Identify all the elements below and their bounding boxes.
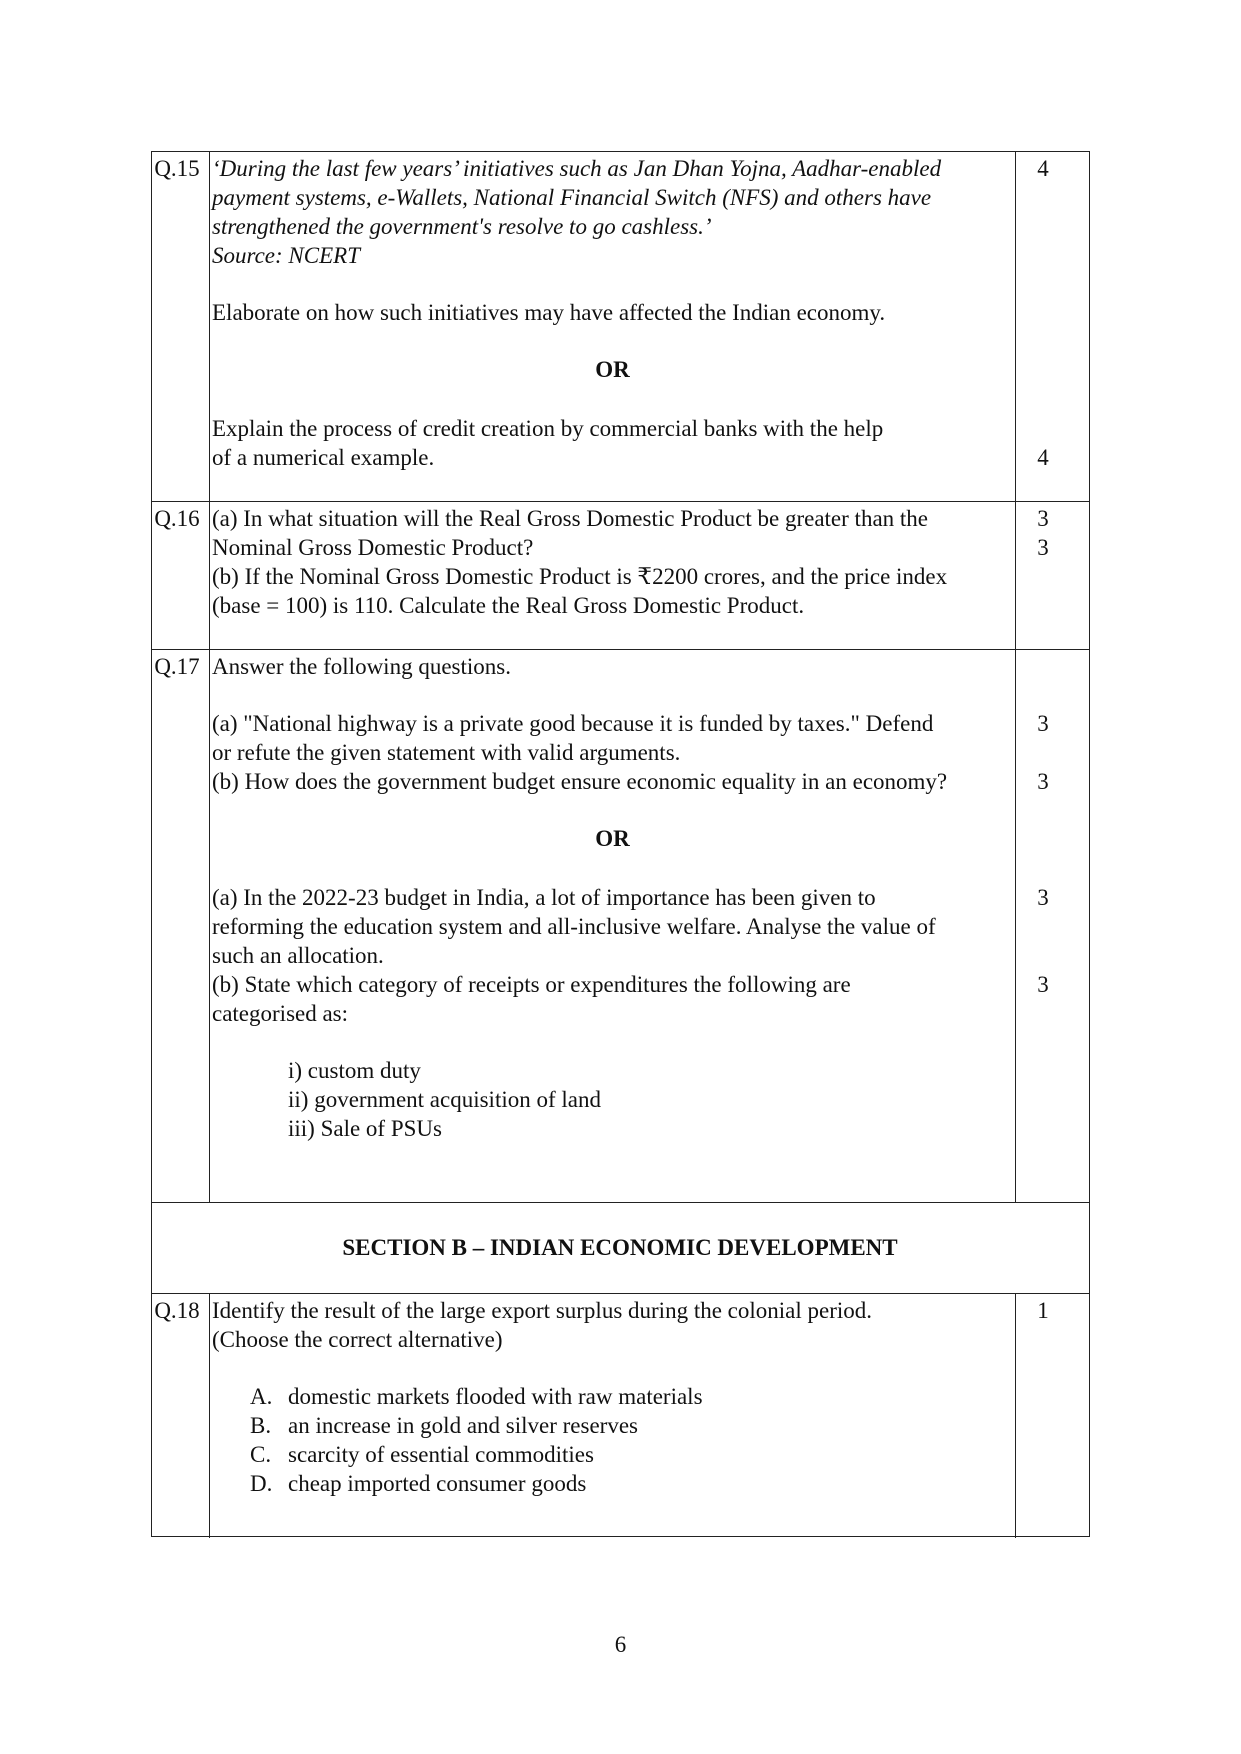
quote-line: payment systems, e-Wallets, National Financial Switch (NFS) and others have xyxy=(212,185,932,210)
number-column-divider xyxy=(209,1293,210,1538)
option-text: cheap imported consumer goods xyxy=(288,1471,587,1496)
question-line: (Choose the correct alternative) xyxy=(212,1327,503,1352)
option-text: an increase in gold and silver reserves xyxy=(288,1413,638,1438)
question-number: Q.17 xyxy=(154,654,200,679)
question-line: (b) If the Nominal Gross Domestic Product is ₹2200 crores, and the price index xyxy=(212,564,948,589)
marks-column-divider xyxy=(1015,152,1016,1202)
quote-source: Source: NCERT xyxy=(212,243,360,268)
option-letter: D. xyxy=(250,1471,273,1496)
alt-b-line: categorised as: xyxy=(212,1001,349,1026)
quote-line: strengthened the government's resolve to go cashless.’ xyxy=(212,214,712,239)
marks-value: 1 xyxy=(1037,1298,1049,1323)
marks-value: 3 xyxy=(1037,711,1049,736)
alt-question-line: Explain the process of credit creation by commercial banks with the help xyxy=(212,416,884,441)
section-b-heading: SECTION B – INDIAN ECONOMIC DEVELOPMENT xyxy=(342,1235,898,1260)
or-divider: OR xyxy=(595,826,630,851)
marks-value: 3 xyxy=(1037,506,1049,531)
marks-value: 4 xyxy=(1037,445,1049,470)
marks-value: 3 xyxy=(1037,885,1049,910)
number-column-divider xyxy=(209,152,210,1202)
alt-b-line: (b) State which category of receipts or expenditures the following are xyxy=(212,972,851,997)
row-divider xyxy=(152,649,1089,650)
list-item: iii) Sale of PSUs xyxy=(288,1116,442,1141)
question-intro: Answer the following questions. xyxy=(212,654,511,679)
question-number: Q.15 xyxy=(154,156,200,181)
row-divider xyxy=(152,1293,1089,1294)
alt-a-line: such an allocation. xyxy=(212,943,384,968)
question-line: (base = 100) is 110. Calculate the Real Gross Domestic Product. xyxy=(212,593,805,618)
question-line: Nominal Gross Domestic Product? xyxy=(212,535,534,560)
question-table xyxy=(151,151,1090,1537)
part-a-line: (a) "National highway is a private good because it is funded by taxes." Defend xyxy=(212,711,934,736)
or-divider: OR xyxy=(595,357,630,382)
part-a-line: or refute the given statement with valid arguments. xyxy=(212,740,681,765)
option-letter: C. xyxy=(250,1442,272,1467)
question-text: Elaborate on how such initiatives may have affected the Indian economy. xyxy=(212,300,886,325)
list-item: i) custom duty xyxy=(288,1058,421,1083)
option-text: domestic markets flooded with raw materials xyxy=(288,1384,703,1409)
option-letter: A. xyxy=(250,1384,273,1409)
marks-value: 3 xyxy=(1037,769,1049,794)
marks-column-divider xyxy=(1015,1293,1016,1538)
question-line: (a) In what situation will the Real Gross Domestic Product be greater than the xyxy=(212,506,928,531)
list-item: ii) government acquisition of land xyxy=(288,1087,601,1112)
marks-value: 3 xyxy=(1037,972,1049,997)
alt-question-line: of a numerical example. xyxy=(212,445,435,470)
option-text: scarcity of essential commodities xyxy=(288,1442,594,1467)
part-b-line: (b) How does the government budget ensure economic equality in an economy? xyxy=(212,769,948,794)
marks-value: 3 xyxy=(1037,535,1049,560)
option-letter: B. xyxy=(250,1413,272,1438)
page-number: 6 xyxy=(614,1632,627,1657)
alt-a-line: (a) In the 2022-23 budget in India, a lot of importance has been given to xyxy=(212,885,876,910)
marks-value: 4 xyxy=(1037,156,1049,181)
question-line: Identify the result of the large export surplus during the colonial period. xyxy=(212,1298,873,1323)
alt-a-line: reforming the education system and all-inclusive welfare. Analyse the value of xyxy=(212,914,936,939)
question-number: Q.16 xyxy=(154,506,200,531)
row-divider xyxy=(152,1202,1089,1203)
row-divider xyxy=(152,501,1089,502)
quote-line: ‘During the last few years’ initiatives such as Jan Dhan Yojna, Aadhar-enabled xyxy=(212,156,942,181)
question-number: Q.18 xyxy=(154,1298,200,1323)
